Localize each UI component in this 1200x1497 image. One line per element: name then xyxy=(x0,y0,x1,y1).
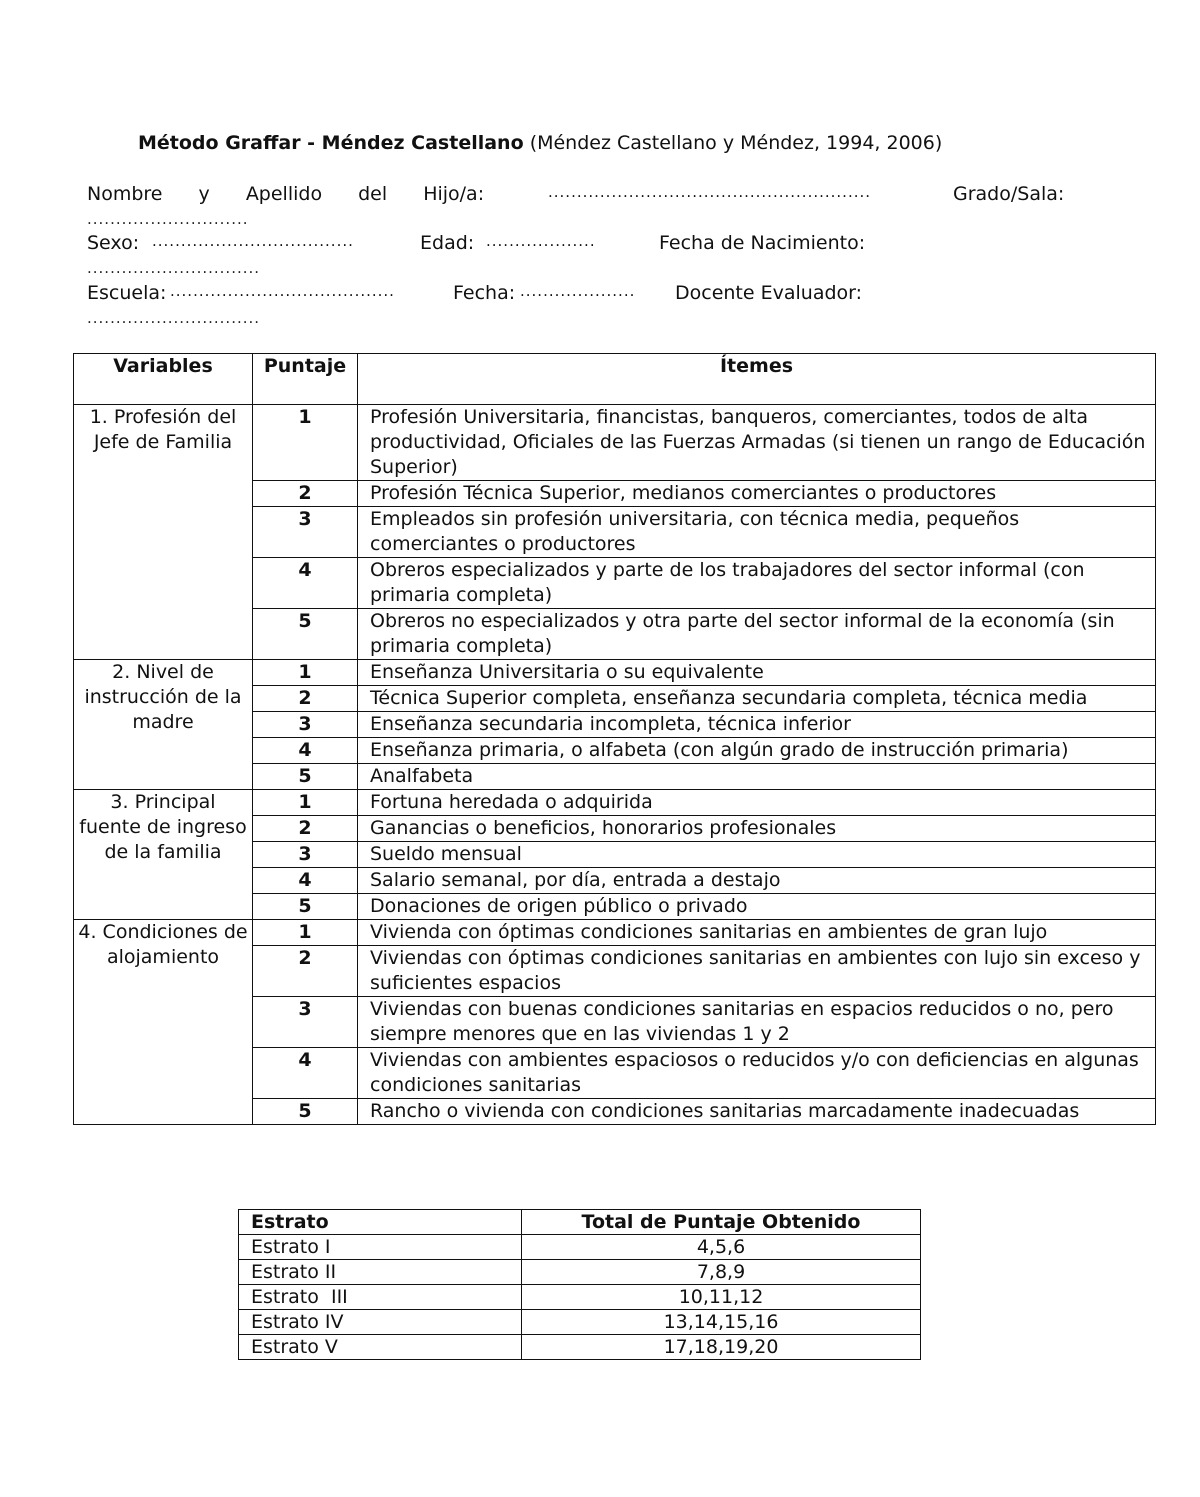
estrato-value: 17,18,19,20 xyxy=(522,1335,921,1360)
sexo-dots: ................................... xyxy=(152,232,354,250)
title-bold: Método Graffar - Méndez Castellano xyxy=(138,132,524,154)
header-itemes: Ítemes xyxy=(358,354,1156,405)
estrato-name: Estrato V xyxy=(239,1335,522,1360)
score-cell: 2 xyxy=(253,816,358,842)
header-estrato: Estrato xyxy=(239,1210,522,1235)
header-puntaje: Puntaje xyxy=(253,354,358,405)
item-cell: Rancho o vivienda con condiciones sanitarias marcadamente inadecuadas xyxy=(358,1099,1156,1125)
score-cell: 1 xyxy=(253,920,358,946)
score-cell: 1 xyxy=(253,405,358,481)
header-total-puntaje: Total de Puntaje Obtenido xyxy=(522,1210,921,1235)
estrato-name: Estrato II xyxy=(239,1260,522,1285)
fecha-label: Fecha: xyxy=(453,282,516,304)
score-cell: 3 xyxy=(253,712,358,738)
item-cell: Fortuna heredada o adquirida xyxy=(358,790,1156,816)
estrato-name: Estrato III xyxy=(239,1285,522,1310)
estrato-name: Estrato I xyxy=(239,1235,522,1260)
score-cell: 5 xyxy=(253,764,358,790)
score-cell: 2 xyxy=(253,686,358,712)
item-cell: Profesión Universitaria, financistas, banqueros, comerciantes, todos de alta productividad, Oficiales de las Fuerzas Armadas (si tienen un rango de Educación Superior) xyxy=(358,405,1156,481)
estrato-value: 7,8,9 xyxy=(522,1260,921,1285)
table-row xyxy=(239,1260,921,1285)
sexo-label: Sexo: xyxy=(87,232,140,254)
variable-cell: 2. Nivel de instrucción de la madre xyxy=(74,660,253,790)
table-row xyxy=(74,790,1156,816)
score-cell: 5 xyxy=(253,609,358,660)
item-cell: Viviendas con óptimas condiciones sanitarias en ambientes con lujo sin exceso y suficientes espacios xyxy=(358,946,1156,997)
table-row xyxy=(74,920,1156,946)
fecha-nacimiento-dots: .............................. xyxy=(87,259,261,277)
nombre-dots: ........................................................ xyxy=(548,183,872,201)
estrato-value: 13,14,15,16 xyxy=(522,1310,921,1335)
score-cell: 3 xyxy=(253,997,358,1048)
docente-label: Docente Evaluador: xyxy=(675,282,863,304)
item-cell: Obreros no especializados y otra parte del sector informal de la economía (sin primaria completa) xyxy=(358,609,1156,660)
table-row xyxy=(74,660,1156,686)
score-cell: 1 xyxy=(253,790,358,816)
docente-dots: .............................. xyxy=(87,309,261,327)
variable-cell: 1. Profesión del Jefe de Familia xyxy=(74,405,253,660)
item-cell: Obreros especializados y parte de los trabajadores del sector informal (con primaria completa) xyxy=(358,558,1156,609)
item-cell: Ganancias o beneficios, honorarios profesionales xyxy=(358,816,1156,842)
item-cell: Analfabeta xyxy=(358,764,1156,790)
escuela-dots: ....................................... xyxy=(170,282,395,300)
item-cell: Salario semanal, por día, entrada a destajo xyxy=(358,868,1156,894)
document-title xyxy=(138,132,942,154)
edad-label: Edad: xyxy=(420,232,475,254)
nombre-label: Nombre y Apellido del Hijo/a: xyxy=(87,183,485,205)
grado-label: Grado/Sala: xyxy=(953,183,1065,205)
fecha-nacimiento-label: Fecha de Nacimiento: xyxy=(659,232,866,254)
table-row xyxy=(239,1235,921,1260)
table-row xyxy=(239,1285,921,1310)
item-cell: Enseñanza secundaria incompleta, técnica inferior xyxy=(358,712,1156,738)
table-row xyxy=(239,1310,921,1335)
score-cell: 1 xyxy=(253,660,358,686)
escuela-label: Escuela: xyxy=(87,282,167,304)
score-cell: 5 xyxy=(253,1099,358,1125)
item-cell: Enseñanza primaria, o alfabeta (con algún grado de instrucción primaria) xyxy=(358,738,1156,764)
score-cell: 4 xyxy=(253,738,358,764)
edad-dots: ................... xyxy=(486,232,596,250)
estrato-value: 10,11,12 xyxy=(522,1285,921,1310)
estrato-name: Estrato IV xyxy=(239,1310,522,1335)
score-cell: 2 xyxy=(253,946,358,997)
score-cell: 3 xyxy=(253,842,358,868)
score-cell: 4 xyxy=(253,1048,358,1099)
item-cell: Vivienda con óptimas condiciones sanitarias en ambientes de gran lujo xyxy=(358,920,1156,946)
item-cell: Profesión Técnica Superior, medianos comerciantes o productores xyxy=(358,481,1156,507)
item-cell: Enseñanza Universitaria o su equivalente xyxy=(358,660,1156,686)
score-cell: 4 xyxy=(253,868,358,894)
graffar-table xyxy=(73,353,1156,1125)
table-header-row xyxy=(74,354,1156,405)
header-variables: Variables xyxy=(74,354,253,405)
item-cell: Sueldo mensual xyxy=(358,842,1156,868)
score-cell: 4 xyxy=(253,558,358,609)
item-cell: Viviendas con ambientes espaciosos o reducidos y/o con deficiencias en algunas condiciones sanitarias xyxy=(358,1048,1156,1099)
item-cell: Viviendas con buenas condiciones sanitarias en espacios reducidos o no, pero siempre menores que en las viviendas 1 y 2 xyxy=(358,997,1156,1048)
item-cell: Técnica Superior completa, enseñanza secundaria completa, técnica media xyxy=(358,686,1156,712)
score-cell: 2 xyxy=(253,481,358,507)
variable-cell: 3. Principal fuente de ingreso de la familia xyxy=(74,790,253,920)
score-cell: 5 xyxy=(253,894,358,920)
variable-cell: 4. Condiciones de alojamiento xyxy=(74,920,253,1125)
table-row xyxy=(239,1335,921,1360)
fecha-dots: .................... xyxy=(520,282,636,300)
estrato-value: 4,5,6 xyxy=(522,1235,921,1260)
item-cell: Donaciones de origen público o privado xyxy=(358,894,1156,920)
table-row xyxy=(74,405,1156,481)
estratos-table xyxy=(238,1209,921,1360)
score-cell: 3 xyxy=(253,507,358,558)
item-cell: Empleados sin profesión universitaria, con técnica media, pequeños comerciantes o productores xyxy=(358,507,1156,558)
estratos-header-row xyxy=(239,1210,921,1235)
grado-dots: ............................ xyxy=(87,210,249,228)
title-citation: (Méndez Castellano y Méndez, 1994, 2006) xyxy=(529,132,943,154)
